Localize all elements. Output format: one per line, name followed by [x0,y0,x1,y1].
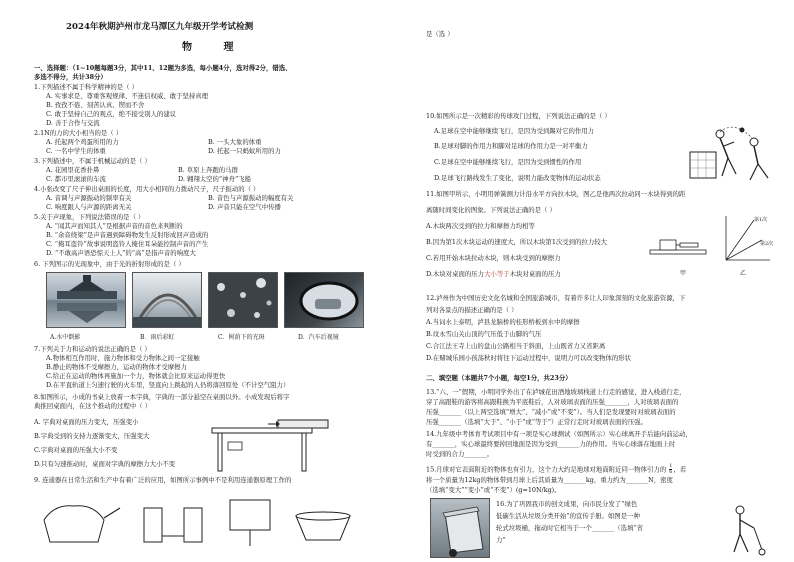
q13-line2: 穿了高跟鞋的游客将高跟鞋换为平底鞋后，人对玻璃表面的压强_______，人对玻璃表面的 [426,398,679,406]
q11-graph-label-second: 第2次 [760,241,774,247]
q10-stem: 10.如图所示是一次精彩的传球攻门过程，下列说法正确的是（ ） [426,112,611,120]
q15-line3: （选填“变大”“变小”或“不变”）(g=10N/kg)。 [426,486,561,494]
car-mirror-icon [285,273,364,328]
q1-option-a: A. 实事求是、尊重客观规律、不迷信权威、敢于坚持真理 [46,92,209,100]
q6-photo-reflection [46,272,126,328]
q1-option-d: D. 善于合作与交流 [46,119,100,127]
q2-option-a: A. 托起两个鸡蛋所用的力 [46,138,119,146]
q15-fraction [669,464,672,475]
q14-line3: 时受到的合力_______。 [426,450,494,458]
q13-line4: 压强_______（选填“大于”、“小于”或“等于”）正常行走时对玻璃表面的压强。 [426,418,647,426]
q10-option-a: A.足球在空中能够继续飞行，是因为受到踢对它的作用力 [434,127,595,135]
q5-option-a: A. “闻其声而知其人”是根据声音的音色来判断的 [46,222,183,230]
q1-option-b: B. 孜孜不倦、刻苦认真、锲而不舍 [46,101,145,109]
q8-option-a: A. 字典对桌面的压力变大，压强变小 [34,418,139,426]
q7-option-c: C.给正在运动的物体再施加一个力，物体就会比原来运动得更快 [46,372,226,380]
section2-heading: 二、填空题（本题共7个小题，每空1分，共23分） [426,374,572,382]
q6-caption-b: B．雨后彩虹 [140,334,175,341]
q5-stem: 5.关于声现象，下列说法错误的是（ ） [34,213,145,221]
q11-option-a: A.木块两次受到的拉力和摩擦力均相等 [426,222,535,230]
q12-stem-cont: 列对各景点的描述正确的是（ ） [426,306,518,314]
q9-stem: 9. 连通器在日常生活和生产中有着广泛的应用，如图所示事例中不是利用连通器原理工作的 [34,476,292,484]
q5-option-b: B. “余音绕梁”是声音遇到障碍物发生反射形成回声造成的 [46,231,209,239]
q12-option-b: B.玟永雪山关山顶的气压低于山脚的气压 [426,330,542,338]
q3-option-b: B. 草原上奔跑的马群 [178,166,238,174]
q3-option-d: D. 翱翔太空的“神舟”飞船 [178,175,252,183]
q11-stem-cont: 离随时间变化的图象。下列说法正确的是（ ） [426,206,556,214]
q11-option-b: B.因为第1次木块运动的速度大，所以木块第1次受到的拉力较大 [426,238,608,246]
q6-caption-c: C．树荫下的光斑 [218,334,265,341]
q8-desk-dictionary-diagram [208,410,358,474]
wheeled-trash-bin-icon [431,499,490,558]
q13-line1: 13.“六、一”假期，小明同学外出了在泸城花田酒地坡璃栈道上行走的感觉，进入栈道行走， [426,388,686,396]
q11-figure-label-yi: 乙 [740,270,747,277]
q11-graph-label-first: 第1次 [754,217,768,223]
q5-option-c: C. “掩耳盗铃”故事说明盗铃人掩住耳朵能控制声音的产生 [46,240,209,248]
q3-option-a: A. 花园里花香扑鼻 [46,166,100,174]
q12-option-a: A.当词水上泰明，泸县龙脑桥的桂形桥板到水中的摩擦 [426,318,580,326]
q6-caption-a: A.水中倒影 [50,334,81,341]
q11-option-c: C.若用开始木块拉动木块，则木块受到的摩擦力 [426,254,561,262]
q3-option-c: C. 都市里滚滚的车流 [46,175,106,183]
q3-stem: 3.下列描述中，不属于机械运动的是（ ） [34,157,151,165]
exam-subject: 物 理 [182,42,248,53]
q8-option-c: C.字典对桌面的压强大小不变 [34,446,118,454]
q11-figure-label-jia: 甲 [680,270,687,277]
q9-connected-vessels-figures [34,490,374,560]
q7-stem: 7.下列关于力和运动的说法正确的是（ ） [34,345,151,353]
q16-line4: 力” [496,536,506,544]
q6-photo-rainbow [132,272,202,328]
q6-stem: 6. 下列图示的光现象中，由于光的折射形成的是（ ） [34,260,185,268]
q7-option-d: D.在平直轨道上匀速行驶的火车里，竖直向上跳起的人仍将落回原处（不计空气阻力） [46,381,290,389]
exam-title: 2024年秋期泸州市龙马潭区九年级开学考试检测 [66,22,254,32]
q6-caption-d: D．汽车后视镜 [298,334,339,341]
q1-stem: 1.下列描述不属于科学精神的是（ ） [34,83,138,91]
q15-line1-end: ，若 [673,465,687,474]
q11-stem: 11.如图甲所示，小明用弹簧测力计沿水平方向拉木块，图乙是他两次拉动同一木块得到的距 [426,190,686,198]
q4-option-a: A. 音调与声源振动的频率有关 [46,194,132,202]
q4-option-d: D. 声音只能在空气中传播 [208,203,281,211]
q12-option-c: C.合江法王寺上山的盘山公路相当于斜面，上山既省力又省距离 [426,342,606,350]
q8-stem-cont: 典推回桌面内，在这个推动的过程中（ ） [34,402,152,410]
q7-option-a: A.物体相互作用时，施力物体和受力物体之间一定接触 [46,354,200,362]
q15-line2: 将一个质量为12kg的物体带到月球上后其质量为_______kg，重力约为_______N，密度 [426,476,673,484]
q13-line3: 压强_______（以上两空选填“增大”、“减小”或“不变”）。当人们是发现要时对玻璃表面的 [426,408,676,416]
q11-option-d-post: 木块对桌面的压力 [509,270,561,278]
q12-option-d: D.在赌城乐园小孩荡秋时将往下运动过程中，说明力可以改变物体的形状 [426,354,632,362]
q15-fraction-numerator: 1 [669,463,673,469]
q16-line1: 16.为了巩固我市的创文成果，向市民分发了“绿色 [496,500,638,508]
q7-option-b: B.静止的物体不受摩擦力，运动的物体才受摩擦力 [46,363,187,371]
rainbow-icon [133,273,202,328]
q8-option-d: D.只有匀速推动时，桌面对字典的摩擦力大小不变 [34,460,176,468]
tree-shadow-spots-icon [209,273,278,328]
q15-line1-text: 15.月球对它表面附近的物体也有引力，这个力大约是地球对地面附近同一物体引力的 [426,465,667,474]
q15-line1 [426,464,686,475]
q4-stem: 4.小张改变了尺子伸出桌面的长度，用大小相同的力拨动尺子，尺子振动的（ ） [34,185,260,193]
q5-option-d: D. “不敢高声语恐惊天上人”的“高”是指声音的响度大 [46,249,196,257]
q4-option-c: C. 响度跟人与声源的距离无关 [46,203,132,211]
q11-option-d-highlight: 大小等于 [484,270,510,278]
q16-trash-bin-photo [430,498,490,558]
q16-lever-figure [710,500,770,560]
q14-line1: 14.九年级中考体育考试项目中有一项是实心球测试（如图所示）实心球离开手后能向前运动， [426,430,692,438]
q11-option-d [426,270,561,278]
q16-line3: 轮式垃圾桶，拖动时它相当于一个_______（选填“省 [496,524,644,532]
q10-option-c: C.足球在空中能够继续飞行，是因为受到惯性的作用 [434,158,582,166]
q8-stem: 8.如图所示，小成的书桌上放着一本字典，字典的一部分悬空在桌面以外。小成发现后将字 [34,393,290,401]
q6-photo-shadow-spots [208,272,278,328]
q4-option-b: B. 音色与声源振动的幅度有关 [208,194,294,202]
q11-option-d-pre: D.木块对桌面的压力 [426,270,485,278]
section1-heading-cont: 多选不得分，共计38分） [34,73,107,81]
pagoda-reflection-icon [47,273,126,328]
q10-option-d: D.足球飞行路线发生了变化，说明力能改变物体的运动状态 [434,174,601,182]
q15-fraction-denominator: 6 [669,469,673,475]
q14-line2: 有_______，实心球最终要掉回地面是因为受到_______力的作用。当实心球落在地面上时 [426,440,676,448]
q12-stem: 12.泸州作为中国历史文化名城和全国旅游城市，有着许多让人印象深刻的文化旅游资源，下 [426,294,686,302]
section1-heading: 一、选择题：（1~10题每题3分，其中11、12题为多选，每小题4分，选对得2分，错选、 [34,64,292,72]
q9-stem-end: 是（选 ） [426,30,454,38]
q16-line2: 低碳生活从垃圾分类开始”的宣传手册。如图是一种 [496,512,640,520]
q1-option-c: C. 敢于坚持自己的观点，绝不接受别人的建议 [46,110,177,118]
q2-option-b: B. 一头大象的体重 [208,138,262,146]
q2-option-d: D. 托起一只蚂蚁所用的力 [208,147,281,155]
q10-soccer-illustration [684,122,776,184]
q10-option-b: B.足球对脚的作用力和脚对足球的作用力是一对平衡力 [434,142,588,150]
q2-stem: 2.1N的力的大小相当的是（ ） [34,129,123,137]
q2-option-c: C. 一名中学生的体重 [46,147,106,155]
q6-photo-mirror [284,272,364,328]
q8-option-b: B.字典受到的支持力逐渐变大，压强变大 [34,432,150,440]
